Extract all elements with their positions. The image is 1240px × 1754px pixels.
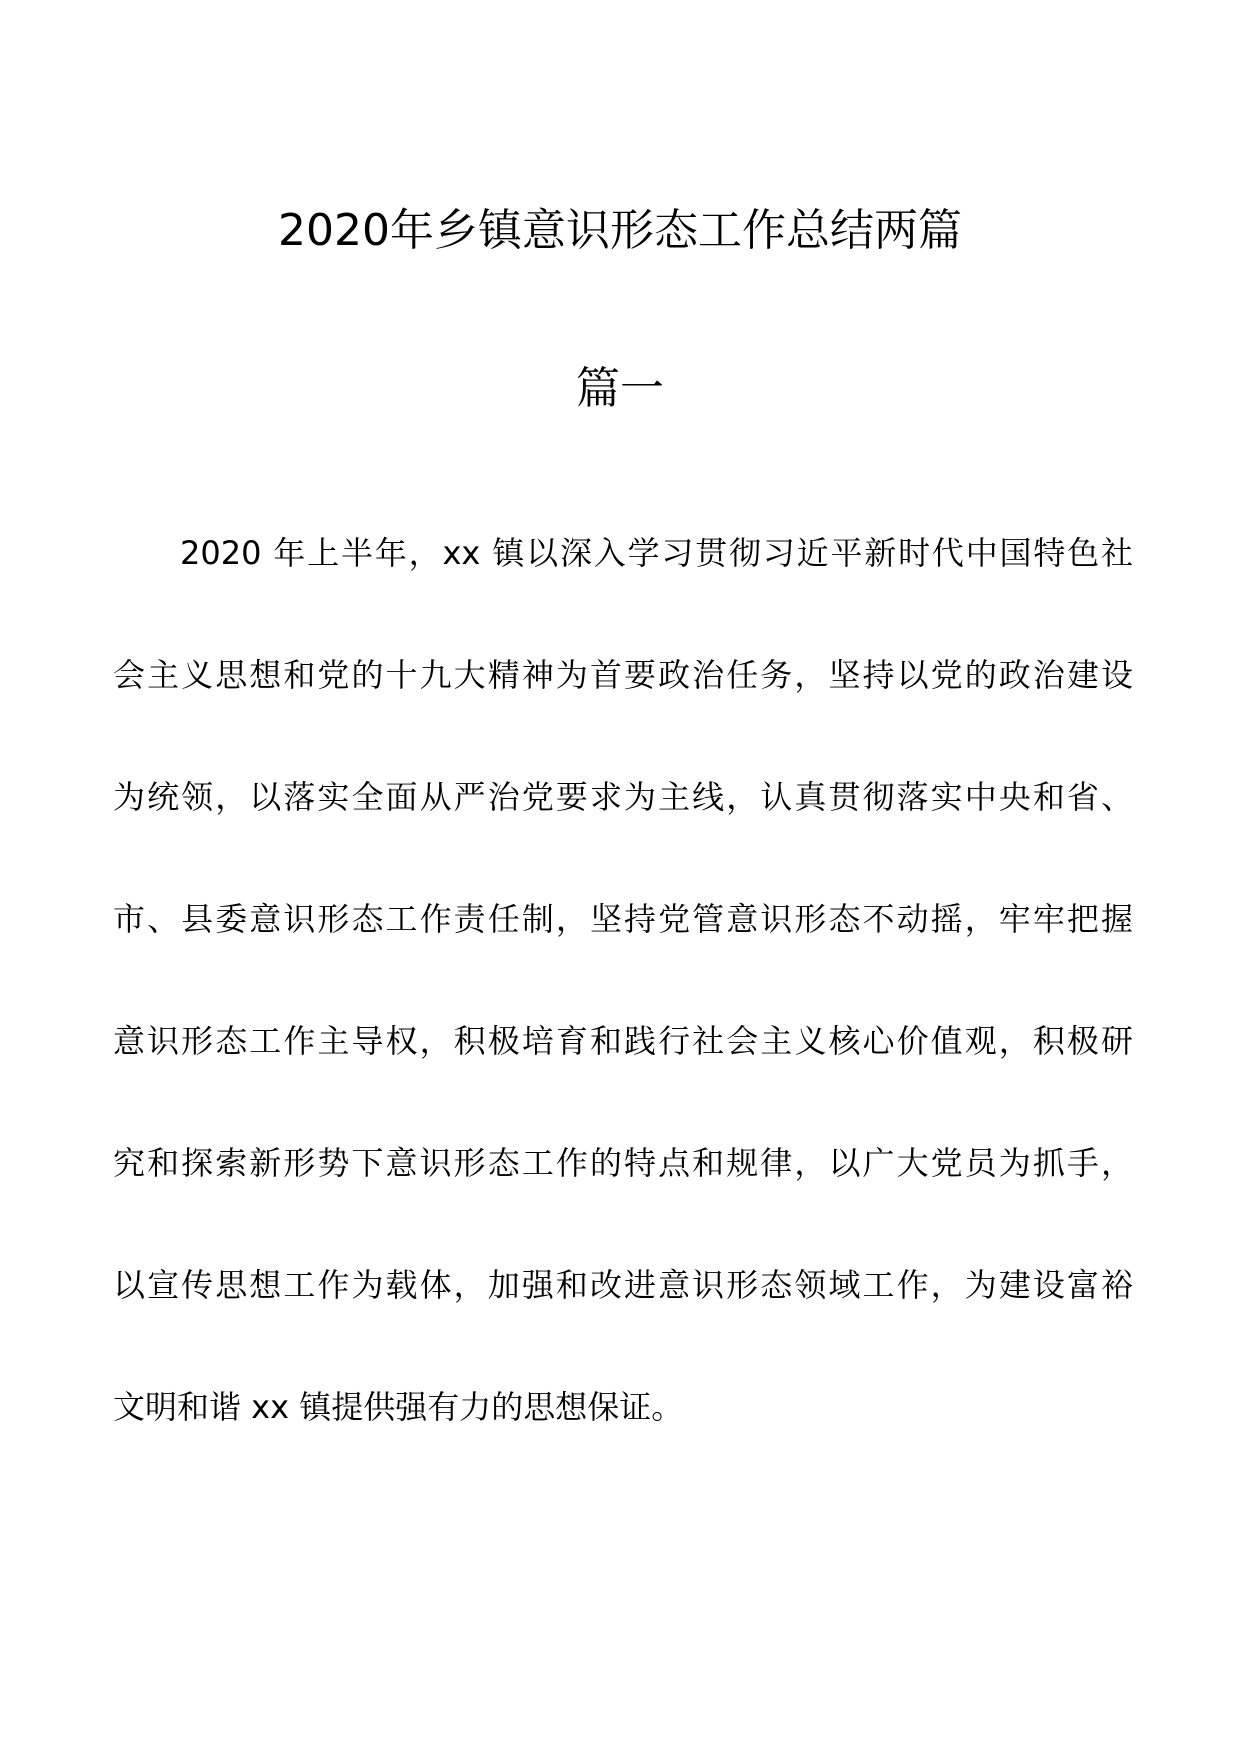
paragraph-line: 会主义思想和党的十九大精神为首要政治任务，坚持以党的政治建设 [113, 656, 1133, 694]
paragraph-line: 究和探索新形势下意识形态工作的特点和规律，以广大党员为抓手， [113, 1144, 1133, 1182]
paragraph-line: 文明和谐 xx 镇提供强有力的思想保证。 [113, 1388, 684, 1426]
paragraph-line: 为统领，以落实全面从严治党要求为主线，认真贯彻落实中央和省、 [113, 778, 1133, 816]
paragraph-line: 以宣传思想工作为载体，加强和改进意识形态领域工作，为建设富裕 [113, 1266, 1133, 1304]
section-heading: 篇一 [576, 363, 664, 414]
paragraph-line: 2020 年上半年，xx 镇以深入学习贯彻习近平新时代中国特色社 [180, 534, 1133, 572]
paragraph-line: 市、县委意识形态工作责任制，坚持党管意识形态不动摇，牢牢把握 [113, 900, 1133, 938]
document-title: 2020年乡镇意识形态工作总结两篇 [278, 205, 962, 256]
paragraph-line: 意识形态工作主导权，积极培育和践行社会主义核心价值观，积极研 [113, 1022, 1133, 1060]
